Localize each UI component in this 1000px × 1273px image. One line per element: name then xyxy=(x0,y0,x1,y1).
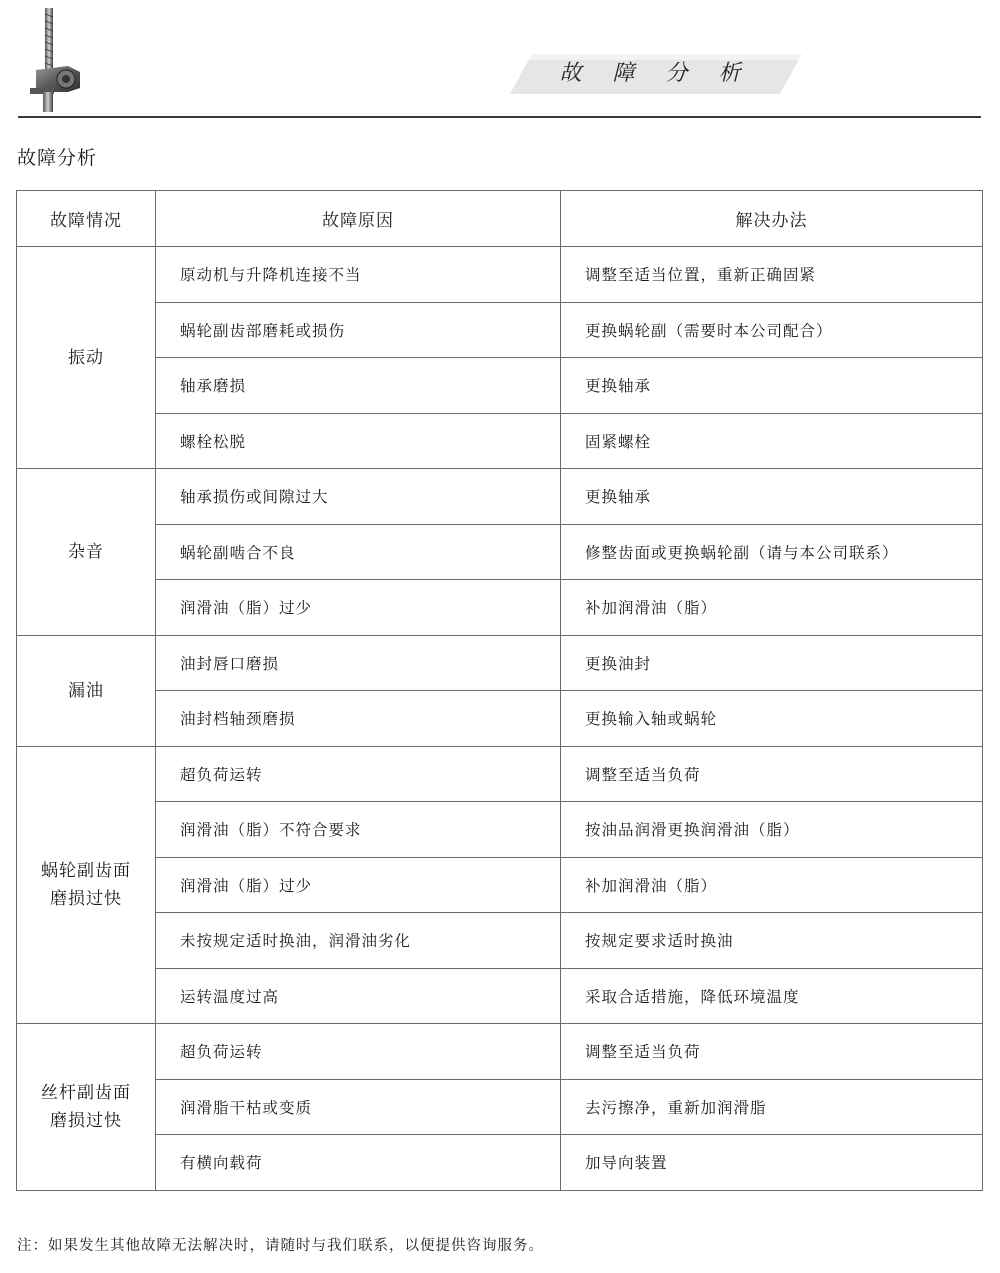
fault-cause-cell: 蜗轮副齿部磨耗或损伤 xyxy=(156,302,561,358)
table-row xyxy=(17,802,983,858)
fault-cause-cell: 轴承磨损 xyxy=(156,358,561,414)
fault-category-label: 漏油 xyxy=(68,680,104,701)
column-header-solution: 解决办法 xyxy=(561,191,983,247)
fault-solution-cell: 更换轴承 xyxy=(561,469,983,525)
fault-category-label: 蜗轮副齿面 xyxy=(41,860,131,881)
table-header-row xyxy=(17,191,983,247)
section-title: 故障分析 xyxy=(17,147,98,169)
table-row xyxy=(17,469,983,525)
fault-cause-cell: 轴承损伤或间隙过大 xyxy=(156,469,561,525)
table-body xyxy=(17,247,983,1191)
fault-solution-cell: 调整至适当位置，重新正确固紧 xyxy=(561,247,983,303)
fault-category-cell xyxy=(17,635,156,746)
fault-solution-cell: 调整至适当负荷 xyxy=(561,1024,983,1080)
fault-solution-cell: 更换油封 xyxy=(561,635,983,691)
table-row xyxy=(17,358,983,414)
banner-title: 故 障 分 析 xyxy=(559,61,753,86)
fault-solution-cell: 更换轴承 xyxy=(561,358,983,414)
fault-category-label: 磨损过快 xyxy=(50,888,122,909)
column-header-cause: 故障原因 xyxy=(156,191,561,247)
fault-analysis-table xyxy=(16,190,983,1191)
table-row xyxy=(17,302,983,358)
fault-category-label: 磨损过快 xyxy=(50,1110,122,1131)
fault-category-cell xyxy=(17,469,156,636)
table-row xyxy=(17,524,983,580)
screw-jack-logo-icon xyxy=(28,8,88,112)
table-row xyxy=(17,1135,983,1191)
fault-cause-cell: 润滑脂干枯或变质 xyxy=(156,1079,561,1135)
fault-solution-cell: 更换输入轴或蜗轮 xyxy=(561,691,983,747)
table-row xyxy=(17,857,983,913)
table-row xyxy=(17,247,983,303)
fault-cause-cell: 润滑油（脂）过少 xyxy=(156,857,561,913)
fault-cause-cell: 超负荷运转 xyxy=(156,746,561,802)
fault-cause-cell: 有横向载荷 xyxy=(156,1135,561,1191)
fault-cause-cell: 蜗轮副啮合不良 xyxy=(156,524,561,580)
fault-solution-cell: 按规定要求适时换油 xyxy=(561,913,983,969)
fault-solution-cell: 加导向装置 xyxy=(561,1135,983,1191)
fault-cause-cell: 螺栓松脱 xyxy=(156,413,561,469)
header-banner xyxy=(510,54,802,94)
header-divider xyxy=(18,116,981,118)
fault-category-cell xyxy=(17,746,156,1024)
table-row xyxy=(17,1079,983,1135)
table-row xyxy=(17,968,983,1024)
table-row xyxy=(17,913,983,969)
fault-cause-cell: 原动机与升降机连接不当 xyxy=(156,247,561,303)
fault-cause-cell: 未按规定适时换油，润滑油劣化 xyxy=(156,913,561,969)
table-row xyxy=(17,1024,983,1080)
fault-solution-cell: 更换蜗轮副（需要时本公司配合） xyxy=(561,302,983,358)
table-row xyxy=(17,580,983,636)
fault-solution-cell: 采取合适措施，降低环境温度 xyxy=(561,968,983,1024)
fault-category-cell xyxy=(17,247,156,469)
table-row xyxy=(17,635,983,691)
fault-category-cell xyxy=(17,1024,156,1191)
fault-solution-cell: 调整至适当负荷 xyxy=(561,746,983,802)
fault-solution-cell: 去污擦净，重新加润滑脂 xyxy=(561,1079,983,1135)
fault-category-label: 振动 xyxy=(68,347,104,368)
fault-cause-cell: 润滑油（脂）不符合要求 xyxy=(156,802,561,858)
fault-cause-cell: 油封唇口磨损 xyxy=(156,635,561,691)
fault-category-label: 丝杆副齿面 xyxy=(41,1082,131,1103)
footnote: 注：如果发生其他故障无法解决时，请随时与我们联系，以便提供咨询服务。 xyxy=(17,1238,544,1254)
fault-cause-cell: 润滑油（脂）过少 xyxy=(156,580,561,636)
table-row xyxy=(17,413,983,469)
fault-solution-cell: 补加润滑油（脂） xyxy=(561,857,983,913)
table-row xyxy=(17,746,983,802)
fault-cause-cell: 超负荷运转 xyxy=(156,1024,561,1080)
fault-solution-cell: 按油品润滑更换润滑油（脂） xyxy=(561,802,983,858)
column-header-condition: 故障情况 xyxy=(17,191,156,247)
table-row xyxy=(17,691,983,747)
fault-cause-cell: 油封档轴颈磨损 xyxy=(156,691,561,747)
fault-category-label: 杂音 xyxy=(68,541,104,562)
fault-solution-cell: 补加润滑油（脂） xyxy=(561,580,983,636)
fault-solution-cell: 固紧螺栓 xyxy=(561,413,983,469)
fault-cause-cell: 运转温度过高 xyxy=(156,968,561,1024)
fault-solution-cell: 修整齿面或更换蜗轮副（请与本公司联系） xyxy=(561,524,983,580)
